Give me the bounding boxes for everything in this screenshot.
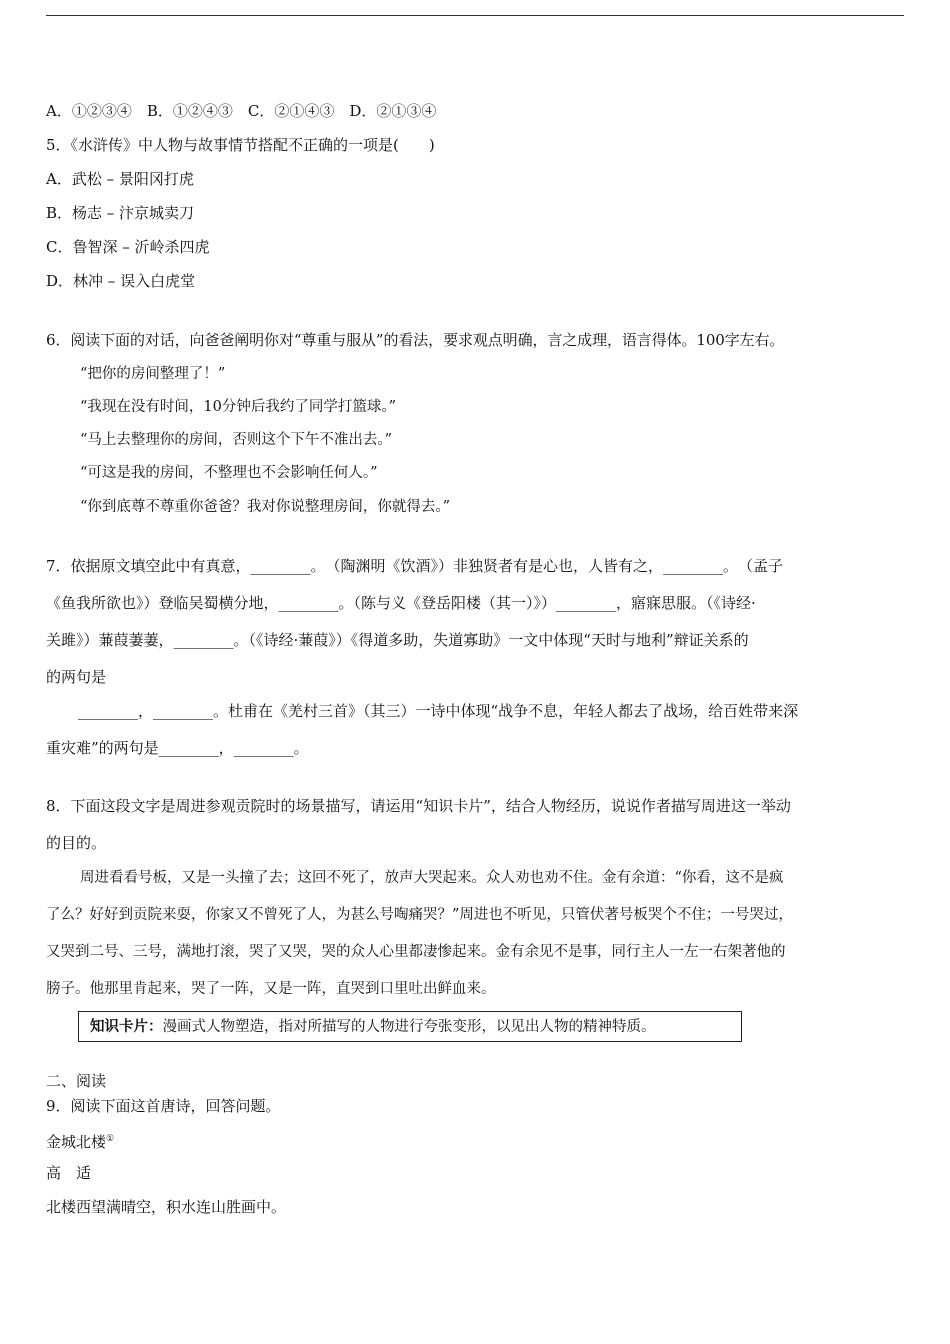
q8-stem: 的目的。 — [46, 834, 107, 852]
q8-passage-line: 又哭到二号、三号，满地打滚，哭了又哭，哭的众人心里都凄惨起来。金有余见不是事，同行主人一左一右架著他的 — [46, 944, 786, 960]
q5-option-a: A．武松 – 景阳冈打虎 — [46, 170, 194, 188]
poem-verse: 北楼西望满晴空，积水连山胜画中。 — [46, 1198, 287, 1216]
q4-options: A．①②③④ B．①②④③ C．②①④③ D．②①③④ — [46, 102, 437, 120]
knowledge-card-text: 漫画式人物塑造，指对所描写的人物进行夸张变形，以见出人物的精神特质。 — [162, 1019, 656, 1035]
header-rule — [46, 15, 904, 16]
poem-title-text: 金城北楼 — [46, 1133, 107, 1151]
knowledge-card — [78, 1011, 742, 1042]
q5-option-c: C．鲁智深 – 沂岭杀四虎 — [46, 238, 210, 256]
q5-option-d: D．林冲 – 误入白虎堂 — [46, 272, 196, 290]
knowledge-card-label: 知识卡片： — [90, 1018, 163, 1035]
q8-passage-line: 膀子。他那里肯起来，哭了一阵，又是一阵，直哭到口里吐出鲜血来。 — [46, 981, 496, 997]
poem-author: 高 适 — [46, 1164, 92, 1182]
q7-line: ________，________。杜甫在《羌村三首》（其三）一诗中体现“战争不息，年轻人都去了战场，给百姓带来深 — [78, 702, 799, 720]
q8-passage-line: 周进看看号板，又是一头撞了去；这回不死了，放声大哭起来。众人劝也劝不住。金有余道：“你看，这不是疯 — [80, 870, 784, 886]
q6-stem: 6．阅读下面的对话，向爸爸阐明你对“尊重与服从”的看法，要求观点明确，言之成理，语言得体。100字左右。 — [46, 331, 785, 349]
q7-line: 重灾难”的两句是________，________。 — [46, 739, 309, 757]
q5-option-b: B．杨志 – 汴京城卖刀 — [46, 204, 195, 222]
q7-line: 关雎》）蒹葭萋萋，________。（《诗经·蒹葭》）《得道多助，失道寡助》一文中体现“天时与地利”辩证关系的 — [46, 631, 749, 649]
section-heading: 二、阅读 — [46, 1072, 107, 1090]
q8-stem: 8．下面这段文字是周进参观贡院时的场景描写，请运用“知识卡片”，结合人物经历，说说作者描写周进这一举动 — [46, 797, 791, 815]
q8-passage-line: 了么？好好到贡院来耍，你家又不曾死了人，为甚么号啕痛哭？”周进也不听见，只管伏著号板哭个不住；一号哭过， — [46, 907, 793, 923]
poem-title — [46, 1129, 114, 1152]
q7-line: 《鱼我所欲也》）登临吴蜀横分地，________。（陈与义《登岳阳楼（其一）》）________，寤寐思服。（《诗经· — [46, 594, 756, 612]
q6-dialog-line: “把你的房间整理了！” — [80, 366, 226, 382]
q6-dialog-line: “我现在没有时间，10分钟后我约了同学打篮球。” — [80, 399, 397, 415]
q6-dialog-line: “可这是我的房间，不整理也不会影响任何人。” — [80, 465, 378, 481]
q7-line: 的两句是 — [46, 668, 107, 686]
q7-line: 7．依据原文填空此中有真意，________。 （陶渊明《饮酒》）非独贤者有是心也，人皆有之，________。 （孟子 — [46, 557, 784, 575]
q9-stem: 9．阅读下面这首唐诗，回答问题。 — [46, 1097, 281, 1115]
footnote-marker: ① — [106, 1134, 115, 1144]
q6-dialog-line: “你到底尊不尊重你爸爸？我对你说整理房间，你就得去。” — [80, 499, 451, 515]
q5-stem: 5．《水浒传》中人物与故事情节搭配不正确的一项是( ) — [46, 136, 435, 154]
q6-dialog-line: “马上去整理你的房间，否则这个下午不准出去。” — [80, 432, 393, 448]
